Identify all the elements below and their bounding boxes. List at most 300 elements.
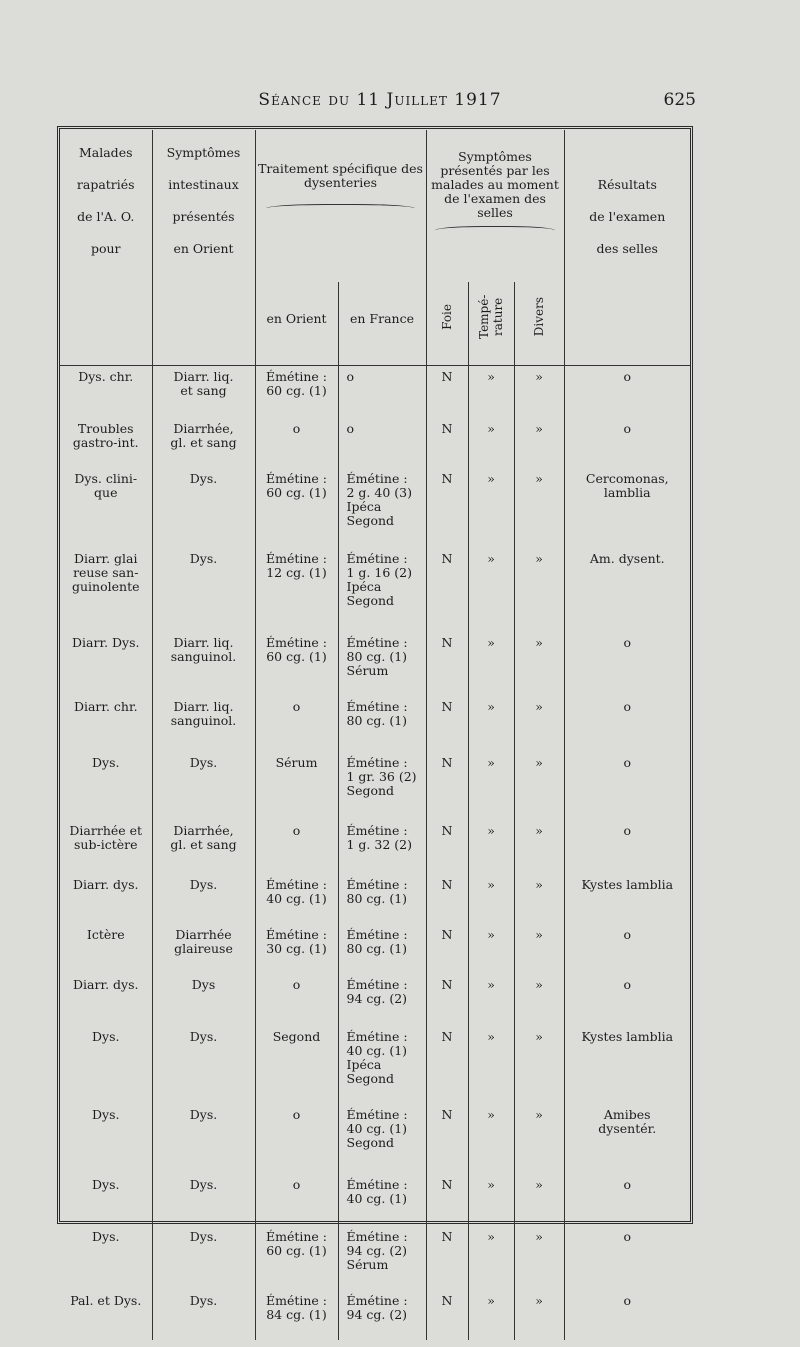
- cell-foie: [426, 820, 468, 874]
- cell-divers: [514, 1174, 564, 1226]
- cell-malade: [60, 632, 152, 696]
- table-row: [60, 366, 690, 419]
- cell-foie-line: N: [441, 877, 453, 892]
- cell-foie: [426, 548, 468, 632]
- table-row: [60, 874, 690, 924]
- cell-divers-line: »: [535, 823, 543, 838]
- cell-divers-line: »: [535, 927, 543, 942]
- cell-orient-line: Sérum: [275, 755, 318, 770]
- cell-france-line: Émétine :: [346, 977, 408, 992]
- cell-orient: [255, 874, 338, 924]
- cell-orient-line: Émétine :: [265, 1229, 328, 1244]
- cell-resultat: [564, 820, 690, 874]
- cell-resultat-line: o: [623, 369, 632, 384]
- cell-divers-line: »: [535, 699, 543, 714]
- cell-resultat: [564, 974, 690, 1026]
- cell-symptomes-line: Dys.: [189, 1177, 218, 1192]
- cell-orient-line: Émétine :: [265, 877, 328, 892]
- cell-france-line: Émétine :: [346, 1229, 408, 1244]
- cell-orient: [255, 468, 338, 548]
- cell-foie: [426, 974, 468, 1026]
- table-row: [60, 974, 690, 1026]
- cell-malade-line: Dys.: [92, 1229, 120, 1244]
- cell-symptomes: [152, 1226, 255, 1290]
- table-header: [60, 130, 690, 366]
- cell-orient-line: Émétine :: [265, 927, 328, 942]
- cell-divers: [514, 874, 564, 924]
- table-row: [60, 548, 690, 632]
- cell-divers: [514, 468, 564, 548]
- cell-temperature: [468, 1226, 514, 1290]
- header-symptomes-line: Symptômes: [166, 145, 241, 160]
- cell-france-line: Émétine :: [346, 877, 408, 892]
- cell-france-line: Émétine :: [346, 635, 408, 650]
- cell-foie: [426, 1226, 468, 1290]
- cell-france: [338, 924, 426, 974]
- cell-foie-line: N: [441, 1229, 453, 1244]
- cell-temperature: [468, 820, 514, 874]
- cell-orient-line: 30 cg. (1): [266, 941, 327, 956]
- cell-resultat: [564, 874, 690, 924]
- cell-resultat-line: o: [623, 823, 632, 838]
- cell-malade: [60, 1174, 152, 1226]
- cell-france-line: Sérum: [346, 1257, 389, 1272]
- cell-temperature-line: »: [487, 699, 495, 714]
- cell-temperature: [468, 1026, 514, 1104]
- cell-temperature: [468, 366, 514, 419]
- cell-divers-line: »: [535, 635, 543, 650]
- cell-orient-line: o: [292, 421, 301, 436]
- cell-resultat: [564, 418, 690, 468]
- cell-temperature-line: »: [487, 823, 495, 838]
- cell-foie-line: N: [441, 823, 453, 838]
- cell-resultat: [564, 1290, 690, 1340]
- cell-france-line: 80 cg. (1): [346, 941, 408, 956]
- cell-symptomes-line: Dys.: [189, 877, 218, 892]
- cell-temperature-line: »: [487, 471, 495, 486]
- cell-divers-line: »: [535, 369, 543, 384]
- cell-foie: [426, 1174, 468, 1226]
- brace-symptomes: [435, 226, 555, 237]
- cell-france-line: 2 g. 40 (3): [346, 485, 412, 500]
- cell-orient: [255, 924, 338, 974]
- cell-orient-line: Émétine :: [265, 1293, 328, 1308]
- cell-temperature-line: »: [487, 1229, 495, 1244]
- cell-resultat-line: o: [623, 421, 632, 436]
- cell-divers: [514, 696, 564, 752]
- cell-malade-line: Dys.: [92, 1107, 120, 1122]
- cell-orient-line: Segond: [272, 1029, 321, 1044]
- header-temperature-label: Tempé-rature: [477, 294, 506, 340]
- cell-foie: [426, 874, 468, 924]
- cell-divers-line: »: [535, 1177, 543, 1192]
- cell-orient-line: 12 cg. (1): [266, 565, 327, 580]
- header-symptomes-line: en Orient: [173, 241, 234, 256]
- cell-temperature-line: »: [487, 551, 495, 566]
- cell-temperature: [468, 974, 514, 1026]
- table-body: [60, 366, 690, 1341]
- cell-divers: [514, 366, 564, 419]
- cell-france: [338, 752, 426, 820]
- cell-orient: [255, 696, 338, 752]
- cell-france-line: Ipéca: [346, 499, 382, 514]
- cell-france: [338, 1290, 426, 1340]
- cell-malade-line: Diarr. dys.: [73, 877, 139, 892]
- cell-temperature-line: »: [487, 1029, 495, 1044]
- cell-resultat-line: o: [623, 755, 632, 770]
- header-symptomes-line: intestinaux: [168, 177, 239, 192]
- cell-france-line: Ipéca: [346, 579, 382, 594]
- cell-symptomes-line: glaireuse: [174, 941, 233, 956]
- header-malades-line: de l'A. O.: [77, 209, 135, 224]
- cell-divers: [514, 1104, 564, 1174]
- page-header: [60, 86, 700, 116]
- cell-temperature: [468, 418, 514, 468]
- cell-foie: [426, 1290, 468, 1340]
- cell-malade-line: Diarr. chr.: [73, 699, 138, 714]
- cell-france-line: Émétine :: [346, 755, 408, 770]
- cell-france-line: Émétine :: [346, 1293, 408, 1308]
- cell-france-line: 40 cg. (1): [346, 1043, 408, 1058]
- cell-resultat-line: Cercomonas,: [585, 471, 669, 486]
- cell-orient: [255, 1290, 338, 1340]
- cell-foie-line: N: [441, 927, 453, 942]
- cell-temperature-line: »: [487, 877, 495, 892]
- page-number: 625: [663, 90, 696, 110]
- header-traitement: [255, 130, 426, 282]
- table-row: [60, 820, 690, 874]
- cell-divers: [514, 974, 564, 1026]
- header-resultats-line: de l'examen: [589, 209, 666, 224]
- cell-orient-line: 60 cg. (1): [266, 649, 327, 664]
- cell-malade-line: guinolente: [72, 579, 140, 594]
- cell-divers: [514, 1290, 564, 1340]
- table-row: [60, 696, 690, 752]
- cell-malade-line: gastro-int.: [72, 435, 139, 450]
- cell-malade-line: Dys.: [92, 1177, 120, 1192]
- cell-symptomes-line: Diarr. liq.: [173, 635, 234, 650]
- cell-orient: [255, 1174, 338, 1226]
- cell-malade-line: Dys. clini-: [74, 471, 138, 486]
- cell-divers-line: »: [535, 421, 543, 436]
- cell-france-line: o: [346, 421, 355, 436]
- cell-symptomes: [152, 632, 255, 696]
- cell-resultat-line: o: [623, 977, 632, 992]
- cell-france-line: Émétine :: [346, 1177, 408, 1192]
- cell-france: [338, 1104, 426, 1174]
- cell-foie-line: N: [441, 977, 453, 992]
- cell-symptomes-line: Dys.: [189, 755, 218, 770]
- cell-malade-line: Diarr. dys.: [73, 977, 139, 992]
- cell-foie: [426, 1026, 468, 1104]
- cell-resultat-line: dysentér.: [598, 1121, 657, 1136]
- cell-france: [338, 1026, 426, 1104]
- header-divers: [514, 282, 564, 355]
- cell-foie-line: N: [441, 755, 453, 770]
- cell-france: [338, 366, 426, 419]
- cell-symptomes-line: Dys.: [189, 471, 218, 486]
- cell-resultat: [564, 1174, 690, 1226]
- cell-orient-line: Émétine :: [265, 551, 328, 566]
- cell-orient-line: 60 cg. (1): [266, 1243, 327, 1258]
- cell-divers: [514, 548, 564, 632]
- cell-temperature-line: »: [487, 421, 495, 436]
- cell-france-line: 1 g. 16 (2): [346, 565, 412, 580]
- cell-symptomes: [152, 874, 255, 924]
- cell-malade: [60, 1026, 152, 1104]
- cell-france-line: Émétine :: [346, 1107, 408, 1122]
- cell-orient: [255, 974, 338, 1026]
- cell-france-line: o: [346, 369, 355, 384]
- cell-france-line: 40 cg. (1): [346, 1121, 408, 1136]
- cell-resultat-line: Amibes: [603, 1107, 651, 1122]
- cell-malade: [60, 752, 152, 820]
- cell-france-line: 1 g. 32 (2): [346, 837, 412, 852]
- cell-france: [338, 632, 426, 696]
- cell-france-line: 94 cg. (2): [346, 991, 408, 1006]
- header-en-orient: en Orient: [255, 282, 338, 355]
- cell-temperature-line: »: [487, 755, 495, 770]
- cell-malade: [60, 468, 152, 548]
- cell-temperature-line: »: [487, 927, 495, 942]
- cell-divers: [514, 820, 564, 874]
- cell-foie: [426, 366, 468, 419]
- table-row: [60, 1226, 690, 1290]
- cell-orient: [255, 632, 338, 696]
- cell-foie-line: N: [441, 1177, 453, 1192]
- cell-symptomes: [152, 468, 255, 548]
- cell-orient-line: o: [292, 977, 301, 992]
- cell-orient: [255, 820, 338, 874]
- cell-temperature: [468, 632, 514, 696]
- cell-malade: [60, 974, 152, 1026]
- cell-orient-line: o: [292, 823, 301, 838]
- cell-orient: [255, 1026, 338, 1104]
- cell-malade: [60, 1290, 152, 1340]
- cell-resultat: [564, 924, 690, 974]
- cell-divers-line: »: [535, 1107, 543, 1122]
- cell-france-line: 80 cg. (1): [346, 649, 408, 664]
- cell-orient-line: o: [292, 699, 301, 714]
- cell-symptomes: [152, 820, 255, 874]
- cell-orient: [255, 366, 338, 419]
- cell-symptomes: [152, 548, 255, 632]
- cell-symptomes-line: Diarrhée,: [173, 421, 234, 436]
- cell-temperature: [468, 1290, 514, 1340]
- cell-symptomes: [152, 1026, 255, 1104]
- header-symptomes-line: présentés: [172, 209, 235, 224]
- cell-malade-line: que: [94, 485, 118, 500]
- cell-resultat: [564, 696, 690, 752]
- cell-foie: [426, 924, 468, 974]
- brace-traitement: [266, 204, 415, 215]
- cell-orient-line: 84 cg. (1): [266, 1307, 327, 1322]
- table-row: [60, 1174, 690, 1226]
- cell-divers-line: »: [535, 1293, 543, 1308]
- cell-orient-line: 40 cg. (1): [266, 891, 327, 906]
- cell-malade-line: Diarr. Dys.: [72, 635, 140, 650]
- cell-foie: [426, 468, 468, 548]
- cell-symptomes: [152, 1290, 255, 1340]
- cell-france-line: Émétine :: [346, 699, 408, 714]
- cell-resultat-line: o: [623, 1229, 632, 1244]
- cell-malade: [60, 1104, 152, 1174]
- cell-france-line: Émétine :: [346, 471, 408, 486]
- cell-france-line: 1 gr. 36 (2): [346, 769, 417, 784]
- cell-france: [338, 874, 426, 924]
- cell-temperature: [468, 924, 514, 974]
- cell-resultat: [564, 366, 690, 419]
- cell-malade: [60, 874, 152, 924]
- cell-malade-line: Dys.: [92, 755, 120, 770]
- cell-divers: [514, 1226, 564, 1290]
- cell-france-line: Émétine :: [346, 927, 408, 942]
- cell-orient-line: 60 cg. (1): [266, 485, 327, 500]
- cell-orient: [255, 752, 338, 820]
- cell-temperature: [468, 468, 514, 548]
- cell-foie: [426, 632, 468, 696]
- cell-foie: [426, 1104, 468, 1174]
- table-row: [60, 1026, 690, 1104]
- cell-divers-line: »: [535, 1229, 543, 1244]
- cell-symptomes-line: Dys: [191, 977, 216, 992]
- cell-resultat-line: Kystes lamblia: [581, 877, 674, 892]
- cell-malade: [60, 1226, 152, 1290]
- cell-malade: [60, 820, 152, 874]
- cell-resultat-line: o: [623, 1177, 632, 1192]
- cell-france-line: 40 cg. (1): [346, 1191, 408, 1206]
- cell-temperature-line: »: [487, 369, 495, 384]
- cell-foie-line: N: [441, 421, 453, 436]
- cell-temperature: [468, 696, 514, 752]
- header-foie: [426, 282, 468, 355]
- cell-france: [338, 820, 426, 874]
- cell-france-line: Sérum: [346, 663, 389, 678]
- cell-france-line: 94 cg. (2): [346, 1307, 408, 1322]
- cell-malade: [60, 548, 152, 632]
- cell-france-line: 80 cg. (1): [346, 891, 408, 906]
- cell-foie-line: N: [441, 369, 453, 384]
- cell-divers-line: »: [535, 755, 543, 770]
- cell-france-line: 80 cg. (1): [346, 713, 408, 728]
- cell-symptomes-line: Diarrhée: [175, 927, 232, 942]
- cell-france: [338, 418, 426, 468]
- cell-orient-line: 60 cg. (1): [266, 383, 327, 398]
- cell-temperature: [468, 752, 514, 820]
- cell-symptomes-line: Dys.: [189, 1229, 218, 1244]
- cell-orient-line: Émétine :: [265, 635, 328, 650]
- cell-divers: [514, 1026, 564, 1104]
- cell-resultat: [564, 468, 690, 548]
- cell-temperature-line: »: [487, 1177, 495, 1192]
- cell-symptomes-line: Dys.: [189, 1293, 218, 1308]
- cell-malade-line: Dys.: [92, 1029, 120, 1044]
- cell-divers: [514, 752, 564, 820]
- table-row: [60, 752, 690, 820]
- cell-orient-line: Émétine :: [265, 471, 328, 486]
- cell-symptomes-line: gl. et sang: [170, 435, 237, 450]
- cell-symptomes: [152, 696, 255, 752]
- cell-symptomes: [152, 752, 255, 820]
- cell-france-line: Segond: [346, 593, 395, 608]
- cell-malade: [60, 418, 152, 468]
- cell-foie-line: N: [441, 1293, 453, 1308]
- cell-malade-line: sub-ictère: [74, 837, 138, 852]
- cell-symptomes: [152, 1104, 255, 1174]
- cell-france: [338, 1226, 426, 1290]
- header-resultats-line: des selles: [596, 241, 658, 256]
- cell-symptomes: [152, 418, 255, 468]
- cell-orient-line: Émétine :: [265, 369, 328, 384]
- header-resultats: [564, 130, 690, 355]
- cell-temperature-line: »: [487, 635, 495, 650]
- cell-resultat: [564, 1226, 690, 1290]
- header-temperature: [468, 282, 514, 355]
- header-malades-line: pour: [90, 241, 121, 256]
- cell-resultat-line: o: [623, 927, 632, 942]
- cell-foie: [426, 418, 468, 468]
- cell-temperature: [468, 1104, 514, 1174]
- cell-resultat: [564, 632, 690, 696]
- cell-france-line: Segond: [346, 1071, 395, 1086]
- cell-temperature-line: »: [487, 977, 495, 992]
- cell-divers-line: »: [535, 1029, 543, 1044]
- cell-malade-line: reuse san-: [73, 565, 139, 580]
- cell-malade: [60, 696, 152, 752]
- cell-symptomes-line: et sang: [180, 383, 227, 398]
- header-malades: [60, 130, 152, 355]
- cell-symptomes-line: gl. et sang: [170, 837, 237, 852]
- cell-resultat: [564, 752, 690, 820]
- cell-symptomes-line: sanguinol.: [170, 649, 237, 664]
- cell-symptomes-line: Diarr. liq.: [173, 369, 234, 384]
- cell-foie: [426, 696, 468, 752]
- table-row: [60, 924, 690, 974]
- table-row: [60, 1104, 690, 1174]
- cell-france-line: Segond: [346, 513, 395, 528]
- cell-resultat: [564, 1026, 690, 1104]
- cell-foie-line: N: [441, 1107, 453, 1122]
- header-malades-line: Malades: [78, 145, 133, 160]
- cell-france-line: 94 cg. (2): [346, 1243, 408, 1258]
- cell-symptomes-line: Dys.: [189, 1029, 218, 1044]
- cell-foie-line: N: [441, 699, 453, 714]
- cell-orient: [255, 1226, 338, 1290]
- cell-symptomes-line: Diarrhée,: [173, 823, 234, 838]
- cell-divers: [514, 924, 564, 974]
- cell-resultat-line: Kystes lamblia: [581, 1029, 674, 1044]
- cell-foie-line: N: [441, 551, 453, 566]
- cell-divers: [514, 418, 564, 468]
- cell-divers: [514, 632, 564, 696]
- cell-france-line: Segond: [346, 1135, 395, 1150]
- header-traitement-label: Traitement spécifique des dysenteries: [258, 161, 423, 190]
- cell-temperature-line: »: [487, 1107, 495, 1122]
- cell-orient: [255, 418, 338, 468]
- cell-divers-line: »: [535, 471, 543, 486]
- cell-resultat-line: Am. dysent.: [589, 551, 665, 566]
- cell-resultat: [564, 1104, 690, 1174]
- header-symptomes: [152, 130, 255, 355]
- header-en-france: en France: [338, 282, 426, 355]
- cell-foie-line: N: [441, 1029, 453, 1044]
- cell-temperature: [468, 548, 514, 632]
- cell-malade-line: Pal. et Dys.: [70, 1293, 142, 1308]
- cell-temperature: [468, 874, 514, 924]
- cell-resultat-line: o: [623, 699, 632, 714]
- results-table: [60, 130, 690, 1340]
- cell-malade-line: Dys. chr.: [78, 369, 134, 384]
